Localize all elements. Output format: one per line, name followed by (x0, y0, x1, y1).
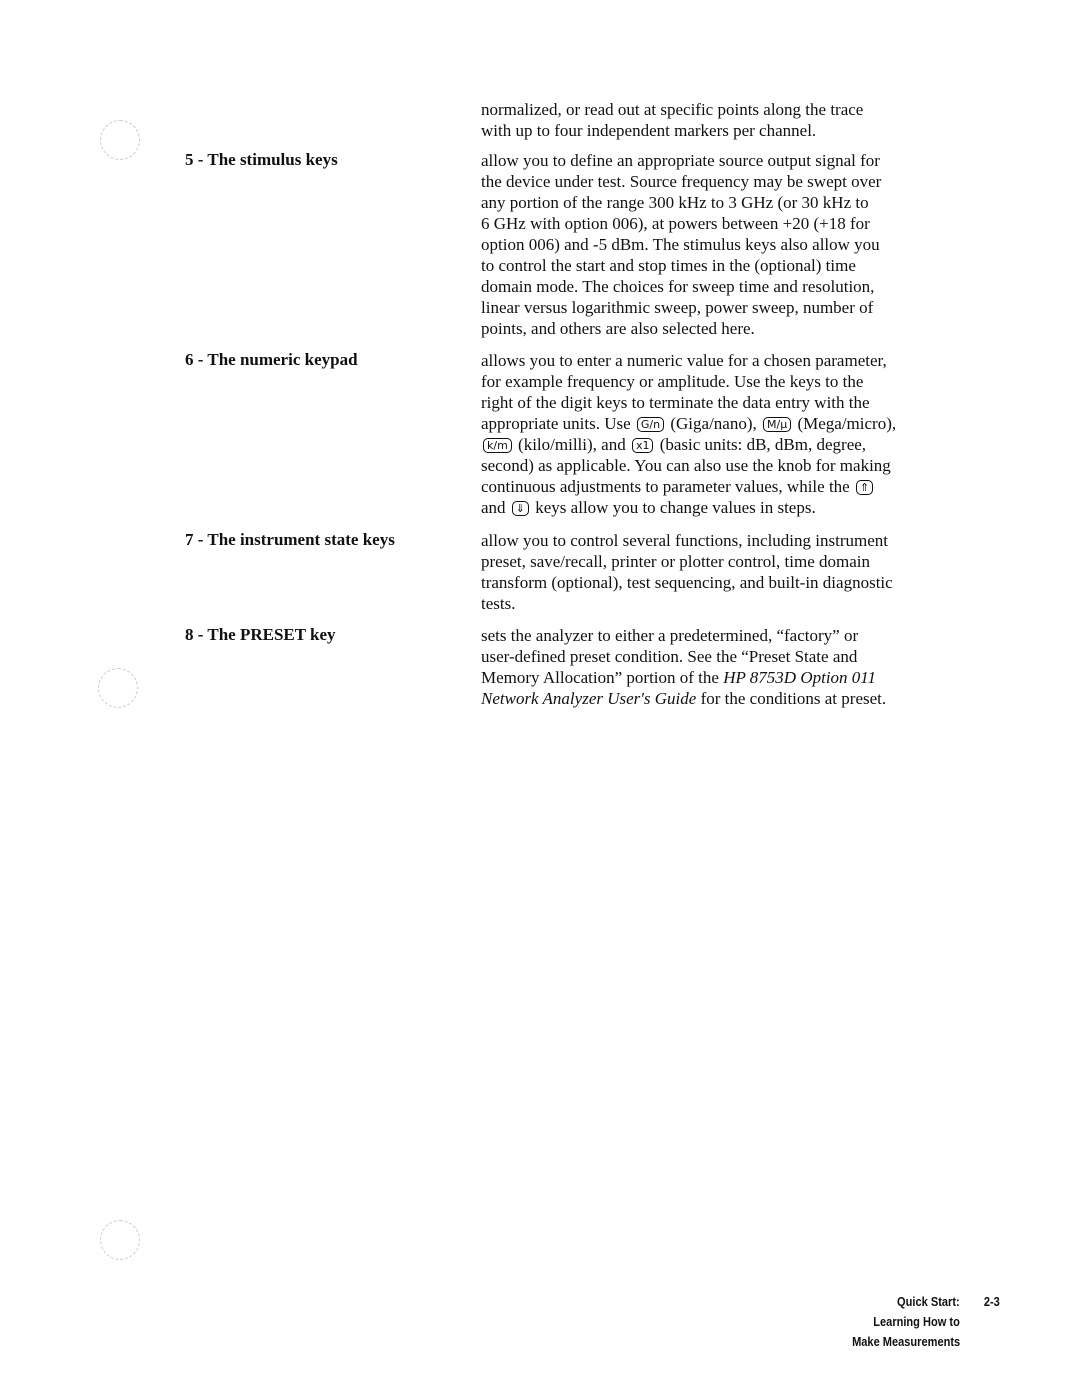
section-text (481, 350, 1001, 518)
text-line (481, 192, 1001, 213)
hardkey-icon: x1 (632, 438, 654, 453)
section-label: 5 - The stimulus keys (185, 150, 338, 169)
text-run: Memory Allocation” portion of the (481, 668, 724, 687)
text-line (481, 297, 1001, 318)
footer-chapter-line1: Learning How to (873, 1314, 960, 1329)
text-run: tests. (481, 594, 516, 613)
text-run: to control the start and stop times in the (optional) time (481, 256, 856, 275)
text-run: normalized, or read out at specific points along the trace (481, 100, 864, 119)
text-line (481, 551, 1001, 572)
section-label: 8 - The PRESET key (185, 625, 336, 644)
text-line (481, 120, 1001, 141)
text-line (481, 688, 1001, 709)
text-line (481, 99, 1001, 120)
text-run: right of the digit keys to terminate the data entry with the (481, 393, 870, 412)
footer-page-number: 2-3 (984, 1294, 1000, 1309)
text-run: appropriate units. Use (481, 414, 635, 433)
text-run: domain mode. The choices for sweep time and resolution, (481, 277, 875, 296)
punch-hole (100, 1220, 140, 1260)
intro-text (481, 99, 1001, 141)
text-run: continuous adjustments to parameter values, while the (481, 477, 854, 496)
text-run: sets the analyzer to either a predetermined, “factory” or (481, 626, 859, 645)
hardkey-icon: k/m (483, 438, 512, 453)
text-run: user-defined preset condition. See the “Preset State and (481, 647, 858, 666)
section-label: 6 - The numeric keypad (185, 350, 358, 369)
text-line (481, 434, 1001, 455)
text-line (481, 593, 1001, 614)
footer-section: Quick Start: (897, 1294, 960, 1309)
text-run: for the conditions at preset. (696, 689, 887, 708)
text-run: with up to four independent markers per channel. (481, 121, 817, 140)
text-line (481, 646, 1001, 667)
text-line (481, 497, 1001, 518)
text-run: transform (optional), test sequencing, and built-in diagnostic (481, 573, 893, 592)
hardkey-icon: M/µ (763, 417, 791, 432)
text-line (481, 530, 1001, 551)
text-line (481, 318, 1001, 339)
text-run: for example frequency or amplitude. Use the keys to the (481, 372, 864, 391)
section-text (481, 530, 1001, 614)
text-line (481, 625, 1001, 646)
text-run: points, and others are also selected here. (481, 319, 755, 338)
text-line (481, 234, 1001, 255)
italic-title: Network Analyzer User's Guide (481, 689, 697, 708)
text-run: (kilo/milli), and (513, 435, 630, 454)
text-line (481, 667, 1001, 688)
text-run: allows you to enter a numeric value for a chosen parameter, (481, 351, 887, 370)
text-run: (basic units: dB, dBm, degree, (655, 435, 867, 454)
text-line (481, 350, 1001, 371)
text-run: any portion of the range 300 kHz to 3 GHz (or 30 kHz to (481, 193, 869, 212)
text-line (481, 150, 1001, 171)
text-line (481, 572, 1001, 593)
text-run: preset, save/recall, printer or plotter control, time domain (481, 552, 870, 571)
text-line (481, 276, 1001, 297)
hardkey-icon: ⇑ (856, 480, 873, 495)
section-text (481, 625, 1001, 709)
text-run: second) as applicable. You can also use the knob for making (481, 456, 891, 475)
text-run: keys allow you to change values in steps. (531, 498, 816, 517)
text-run: allow you to define an appropriate source output signal for (481, 151, 880, 170)
section-label: 7 - The instrument state keys (185, 530, 395, 549)
text-line (481, 171, 1001, 192)
text-run: and (481, 498, 510, 517)
text-line (481, 371, 1001, 392)
text-run: the device under test. Source frequency may be swept over (481, 172, 882, 191)
punch-hole (98, 668, 138, 708)
italic-title: HP 8753D Option 011 (723, 668, 877, 687)
text-line (481, 413, 1001, 434)
section-text (481, 150, 1001, 339)
text-run: 6 GHz with option 006), at powers between +20 (+18 for (481, 214, 870, 233)
hardkey-icon: G/n (637, 417, 664, 432)
text-line (481, 213, 1001, 234)
text-run: (Giga/nano), (666, 414, 761, 433)
punch-hole (100, 120, 140, 160)
text-run: allow you to control several functions, including instrument (481, 531, 888, 550)
hardkey-icon: ⇓ (512, 501, 529, 516)
text-run: option 006) and -5 dBm. The stimulus keys also allow you (481, 235, 880, 254)
footer-chapter-line2: Make Measurements (851, 1334, 960, 1349)
text-line (481, 476, 1001, 497)
text-line (481, 255, 1001, 276)
text-run: (Mega/micro), (793, 414, 897, 433)
text-line (481, 455, 1001, 476)
text-run: linear versus logarithmic sweep, power sweep, number of (481, 298, 874, 317)
text-line (481, 392, 1001, 413)
